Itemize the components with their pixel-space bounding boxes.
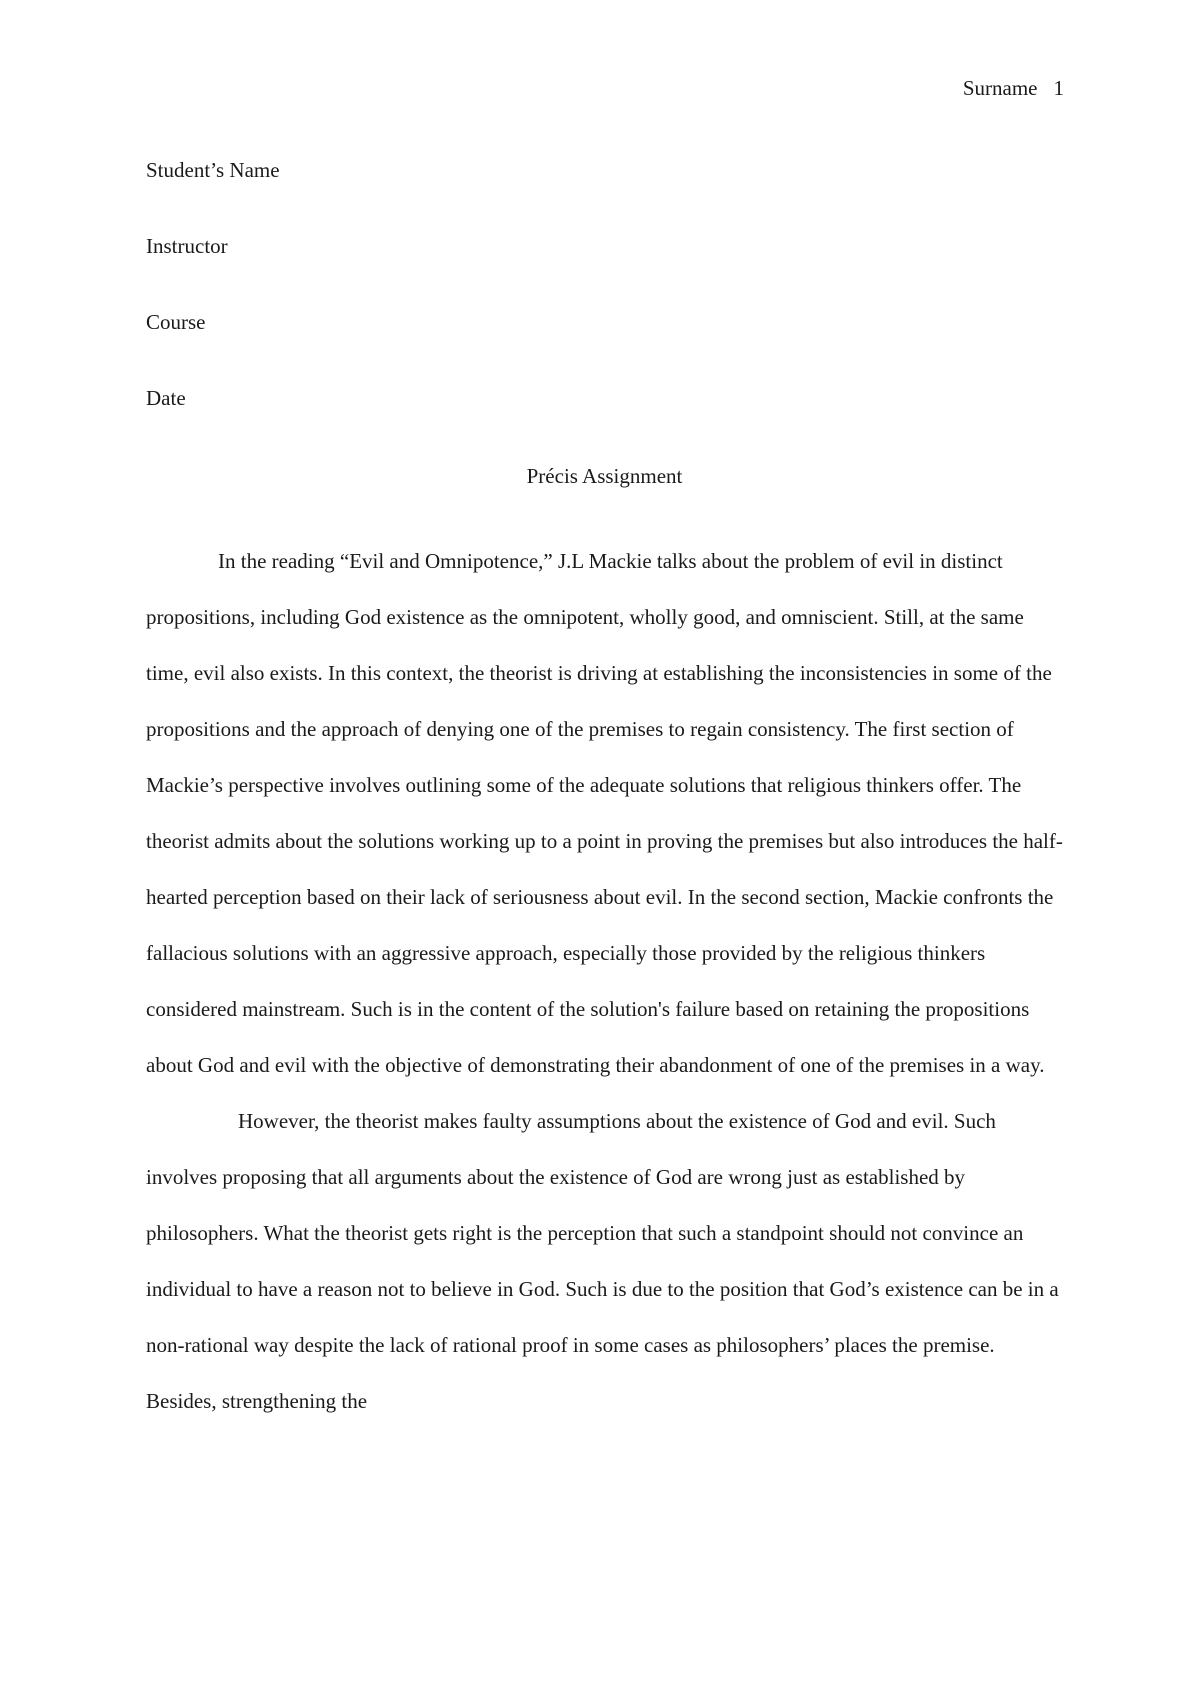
instructor-name: Instructor <box>146 234 228 258</box>
paragraph-2: However, the theorist makes faulty assumptions about the existence of God and evil. Such involves proposing that all arguments about the existence of God are wrong just as established by philosophers. What the theorist gets right is the perception that such a standpoint should not convince an individual to have a reason not to believe in God. Such is due to the position that God’s existence can be in a non-rational way despite the lack of rational proof in some cases as philosophers’ places the premise. Besides, strengthening the <box>146 1109 1059 1413</box>
heading-block <box>146 156 1046 460</box>
student-name: Student’s Name <box>146 158 280 182</box>
body-text <box>146 533 1063 1429</box>
document-title: Précis Assignment <box>526 464 683 488</box>
paragraph-1: In the reading “Evil and Omnipotence,” J.L Mackie talks about the problem of evil in distinct propositions, including God existence as the omnipotent, wholly good, and omniscient. Still, at the same time, evil also exists. In this context, the theorist is driving at establishing the inconsistencies in some of the propositions and the approach of denying one of the premises to regain consistency. The first section of Mackie’s perspective involves outlining some of the adequate solutions that religious thinkers offer. The theorist admits about the solutions working up to a point in proving the premises but also introduces the half-hearted perception based on their lack of seriousness about evil. In the second section, Mackie confronts the fallacious solutions with an aggressive approach, especially those provided by the religious thinkers considered mainstream. Such is in the content of the solution's failure based on retaining the propositions about God and evil with the objective of demonstrating their abandonment of one of the premises in a way. <box>146 549 1063 1077</box>
date: Date <box>146 386 186 410</box>
running-head <box>963 74 1064 102</box>
page-number: 1 <box>1053 76 1064 100</box>
running-head-surname: Surname <box>962 76 1038 100</box>
course-name: Course <box>146 310 206 334</box>
